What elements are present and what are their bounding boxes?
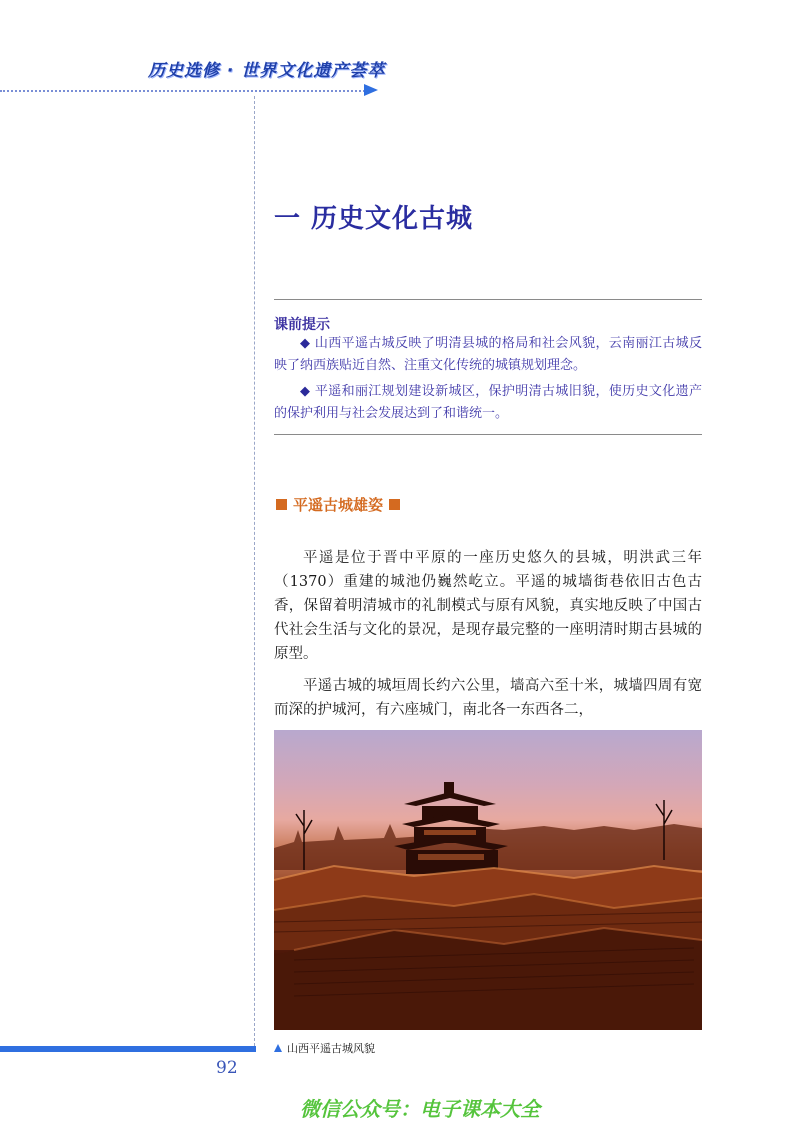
- tip-item-text: 山西平遥古城反映了明清县城的格局和社会风貌，云南丽江古城反映了纳西族贴近自然、注重文化传统的城镇规划理念。: [274, 336, 702, 373]
- body-paragraph: 平遥古城的城垣周长约六公里，墙高六至十米，城墙四周有宽而深的护城河，有六座城门，南北各一东西各二，: [274, 678, 702, 718]
- margin-dashed-rule: [254, 96, 255, 1046]
- running-header-title: 历史选修 · 世界文化遗产荟萃: [148, 61, 386, 81]
- body-paragraph: 平遥是位于晋中平原的一座历史悠久的县城，明洪武三年（1370）重建的城池仍巍然屹立。平遥的城墙街巷依旧古色古香，保留着明清城市的礼制模式与原有风貌，真实地反映了中国古代社会生活与文化的景况，是现存最完整的一座明清时期古县城的原型。: [274, 550, 702, 662]
- chapter-title: 一 历史文化古城: [274, 204, 474, 234]
- diamond-bullet-icon: ◆: [300, 384, 311, 399]
- figure-caption: [274, 1040, 375, 1056]
- tip-item: [274, 381, 702, 425]
- section-heading-text: 平遥古城雄姿: [293, 496, 384, 514]
- city-tower: [394, 782, 508, 874]
- tip-heading: 课前提示: [274, 317, 330, 333]
- header-arrow-icon: [364, 84, 378, 96]
- header-dotted-rule: [0, 90, 372, 92]
- caption-triangle-icon: [274, 1044, 282, 1052]
- footer-accent-bar: [0, 1046, 256, 1052]
- page-number: 92: [216, 1058, 238, 1078]
- tip-item: [274, 333, 702, 377]
- square-bullet-icon: [389, 499, 400, 510]
- tip-item-text: 平遥和丽江规划建设新城区，保护明清古城旧貌，使历史文化遗产的保护利用与社会发展达到了和谐统一。: [274, 384, 702, 421]
- section-heading: [276, 494, 400, 515]
- pre-lesson-tip-box: [274, 299, 702, 435]
- watermark-text: 微信公众号：电子课本大全: [300, 1097, 540, 1121]
- square-bullet-icon: [276, 499, 287, 510]
- figure-caption-text: 山西平遥古城风貌: [287, 1042, 375, 1055]
- photo-illustration: [274, 730, 702, 1030]
- pingyao-ancient-city-photo: [274, 730, 702, 1030]
- diamond-bullet-icon: ◆: [300, 336, 311, 351]
